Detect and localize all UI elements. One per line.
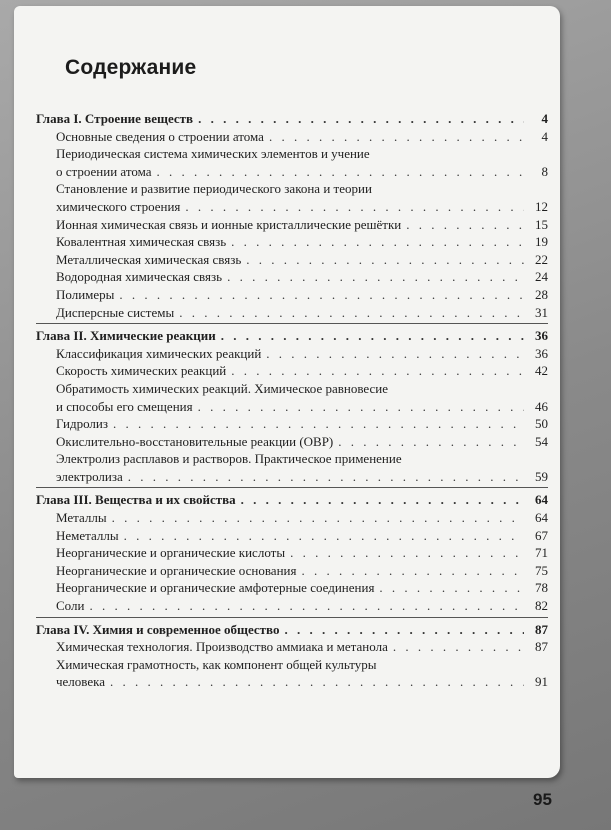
- toc-entry-section[interactable]: [36, 415, 548, 433]
- page-ref: 91: [535, 674, 548, 690]
- page-title: Содержание: [65, 56, 197, 79]
- toc-entry-section[interactable]: [36, 673, 548, 691]
- dot-leader: [284, 621, 524, 639]
- dot-leader: [379, 579, 524, 597]
- page-ref: 82: [535, 598, 548, 614]
- toc-entry-section[interactable]: [36, 597, 548, 615]
- section-title: Металлы: [56, 510, 107, 526]
- section-title: Электролиз расплавов и растворов. Практическое применение: [56, 451, 402, 467]
- chapter-divider: [36, 487, 548, 488]
- section-title: Скорость химических реакций: [56, 363, 227, 379]
- dot-leader: [221, 327, 524, 345]
- section-title: Металлическая химическая связь: [56, 251, 242, 267]
- section-title: электролиза: [56, 468, 123, 484]
- toc-entry-section[interactable]: [36, 345, 548, 363]
- toc-entry-section[interactable]: [36, 562, 548, 580]
- chapter-divider: [36, 323, 548, 324]
- section-title: Химическая грамотность, как компонент общей культуры: [56, 656, 377, 672]
- dot-leader: [269, 128, 524, 146]
- page-ref: 24: [535, 269, 548, 285]
- dot-leader: [89, 597, 524, 615]
- dot-leader: [290, 544, 524, 562]
- dot-leader: [124, 527, 524, 545]
- section-title: Классификация химических реакций: [56, 345, 262, 361]
- section-title: человека: [56, 674, 106, 690]
- toc-entry-section[interactable]: [36, 268, 548, 286]
- toc-entry-section[interactable]: [36, 468, 548, 486]
- page-ref: 36: [535, 328, 548, 344]
- book-page: [14, 6, 560, 778]
- page-ref: 12: [535, 198, 548, 214]
- table-of-contents: [36, 110, 548, 691]
- page-ref: 87: [535, 621, 548, 637]
- page-ref: 67: [535, 527, 548, 543]
- page-ref: 31: [535, 304, 548, 320]
- section-title: Химическая технология. Производство аммиака и метанола: [56, 639, 388, 655]
- toc-entry-section[interactable]: [36, 304, 548, 322]
- section-title: Периодическая система химических элементов и учение: [56, 146, 370, 162]
- chapter-title: Глава II. Химические реакции: [36, 328, 216, 344]
- dot-leader: [110, 673, 524, 691]
- page-ref: 28: [535, 286, 548, 302]
- toc-entry-section[interactable]: [36, 433, 548, 451]
- dot-leader: [266, 345, 524, 363]
- chapter-title: Глава I. Строение веществ: [36, 111, 194, 126]
- page-ref: 36: [535, 345, 548, 361]
- page-ref: 15: [535, 216, 548, 232]
- page-ref: 42: [535, 363, 548, 379]
- toc-entry-section[interactable]: [36, 128, 548, 146]
- toc-entry-line[interactable]: [36, 380, 548, 398]
- dot-leader: [241, 491, 524, 509]
- dot-leader: [198, 110, 524, 128]
- section-title: Полимеры: [56, 286, 115, 302]
- page-ref: 46: [535, 398, 548, 414]
- dot-leader: [393, 638, 524, 656]
- dot-leader: [231, 362, 524, 380]
- page-ref: 54: [535, 433, 548, 449]
- page-ref: 8: [541, 163, 548, 179]
- dot-leader: [179, 304, 524, 322]
- toc-entry-section[interactable]: [36, 233, 548, 251]
- dot-leader: [157, 163, 524, 181]
- page-ref: 22: [535, 251, 548, 267]
- toc-entry-chapter[interactable]: [36, 621, 548, 639]
- page-ref: 64: [535, 510, 548, 526]
- dot-leader: [227, 268, 524, 286]
- toc-entry-section[interactable]: [36, 163, 548, 181]
- page-ref: 64: [535, 492, 548, 508]
- chapter-divider: [36, 617, 548, 618]
- section-title: Становление и развитие периодического закона и теории: [56, 181, 372, 197]
- dot-leader: [128, 468, 524, 486]
- dot-leader: [246, 251, 524, 269]
- dot-leader: [185, 198, 524, 216]
- section-title: Соли: [56, 598, 85, 614]
- toc-entry-line[interactable]: [36, 656, 548, 674]
- toc-entry-section[interactable]: [36, 251, 548, 269]
- dot-leader: [198, 398, 524, 416]
- dot-leader: [113, 415, 524, 433]
- page-ref: 4: [541, 128, 548, 144]
- chapter-title: Глава III. Вещества и их свойства: [36, 492, 236, 508]
- toc-entry-line[interactable]: [36, 145, 548, 163]
- page-ref: 4: [541, 111, 548, 126]
- dot-leader: [119, 286, 524, 304]
- toc-entry-section[interactable]: [36, 509, 548, 527]
- chapter-title: Глава IV. Химия и современное общество: [36, 621, 280, 637]
- toc-entry-section[interactable]: [36, 216, 548, 234]
- section-title: Окислительно-восстановительные реакции (ОВР): [56, 433, 334, 449]
- dot-leader: [112, 509, 524, 527]
- toc-entry-section[interactable]: [36, 362, 548, 380]
- page-ref: 78: [535, 580, 548, 596]
- toc-entry-chapter[interactable]: [36, 110, 548, 128]
- toc-entry-section[interactable]: [36, 398, 548, 416]
- section-title: Дисперсные системы: [56, 304, 175, 320]
- section-title: Неорганические и органические амфотерные соединения: [56, 580, 375, 596]
- toc-entry-section[interactable]: [36, 544, 548, 562]
- section-title: химического строения: [56, 198, 181, 214]
- section-title: о строении атома: [56, 163, 152, 179]
- toc-entry-section[interactable]: [36, 638, 548, 656]
- section-title: Обратимость химических реакций. Химическое равновесие: [56, 380, 388, 396]
- section-title: Неорганические и органические основания: [56, 562, 297, 578]
- page-ref: 75: [535, 562, 548, 578]
- toc-entry-line[interactable]: [36, 180, 548, 198]
- toc-entry-section[interactable]: [36, 286, 548, 304]
- section-title: Водородная химическая связь: [56, 269, 223, 285]
- section-title: Ковалентная химическая связь: [56, 234, 227, 250]
- page-ref: 19: [535, 234, 548, 250]
- toc-entry-chapter[interactable]: [36, 327, 548, 345]
- section-title: Основные сведения о строении атома: [56, 128, 264, 144]
- page-ref: 71: [535, 545, 548, 561]
- page-ref: 87: [535, 639, 548, 655]
- toc-entry-section[interactable]: [36, 198, 548, 216]
- section-title: Неорганические и органические кислоты: [56, 545, 286, 561]
- section-title: Неметаллы: [56, 527, 119, 543]
- dot-leader: [231, 233, 524, 251]
- dot-leader: [301, 562, 524, 580]
- page-number: 95: [533, 790, 552, 809]
- toc-entry-chapter[interactable]: [36, 491, 548, 509]
- page-ref: 59: [535, 468, 548, 484]
- toc-entry-section[interactable]: [36, 579, 548, 597]
- section-title: и способы его смещения: [56, 398, 193, 414]
- toc-entry-section[interactable]: [36, 527, 548, 545]
- dot-leader: [406, 216, 524, 234]
- section-title: Ионная химическая связь и ионные кристаллические решётки: [56, 216, 402, 232]
- toc-entry-line[interactable]: [36, 450, 548, 468]
- section-title: Гидролиз: [56, 416, 108, 432]
- page-ref: 50: [535, 416, 548, 432]
- dot-leader: [338, 433, 524, 451]
